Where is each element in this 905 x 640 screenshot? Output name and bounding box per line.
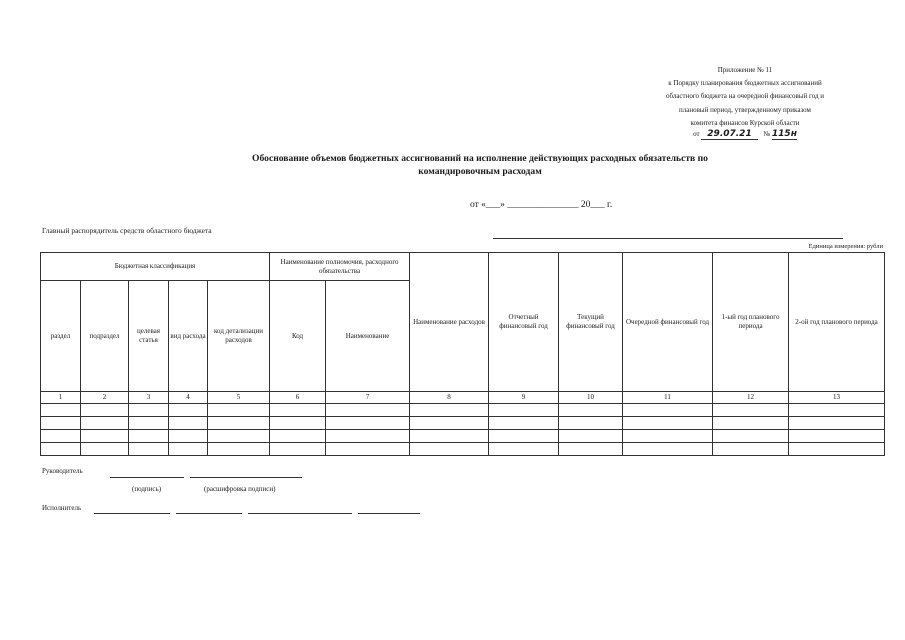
header-subsection: подраздел (81, 281, 129, 392)
appendix-line: Приложение № 11 (717, 66, 773, 74)
header-next-year: Очередной финансовый год (623, 253, 713, 392)
title-line-1: Обоснование объемов бюджетных ассигнований на исполнение действующих расходных обязательств по (252, 153, 708, 164)
document-title (190, 152, 770, 178)
title-line-2: командировочным расходам (418, 166, 542, 177)
head-decryption-line[interactable] (190, 477, 302, 478)
header-detail-code: код детализации расходов (208, 281, 270, 392)
header-report-year: Отчетный финансовый год (489, 253, 559, 392)
executor-line-3[interactable] (248, 513, 352, 514)
header-authority: Наименование полномочия, расходного обязательства (270, 253, 410, 281)
header-expense-type: вид расхода (169, 281, 208, 392)
column-number-row (41, 392, 885, 404)
column-number: 3 (129, 392, 169, 404)
appendix-line: плановый период, утвержденному приказом (679, 105, 811, 114)
header-budget-classification: Бюджетная классификация (41, 253, 270, 281)
appendix-date-line (600, 128, 890, 141)
column-number: 13 (789, 392, 885, 404)
table-row[interactable] (41, 430, 885, 443)
column-number: 4 (169, 392, 208, 404)
column-number: 12 (713, 392, 789, 404)
main-distributor-label: Главный распорядитель средств областного бюджета (42, 226, 212, 235)
table-row[interactable] (41, 404, 885, 417)
column-number: 6 (270, 392, 326, 404)
decryption-caption: (расшифровка подписи) (204, 485, 276, 493)
executor-line-4[interactable] (358, 513, 420, 514)
executor-line-2[interactable] (176, 513, 242, 514)
column-number: 2 (81, 392, 129, 404)
header-plan-year-2: 2-ой год планового периода (789, 253, 885, 392)
executor-label: Исполнитель (42, 504, 82, 512)
head-signature-line[interactable] (110, 477, 184, 478)
header-plan-year-1: 1-ый год планового периода (713, 253, 789, 392)
header-row-1 (41, 253, 885, 281)
table-row[interactable] (41, 417, 885, 430)
number-value: 115н (771, 129, 797, 140)
column-number: 11 (623, 392, 713, 404)
header-current-year: Текущий финансовый год (559, 253, 623, 392)
table-row[interactable] (41, 443, 885, 456)
column-number: 7 (326, 392, 410, 404)
main-distributor-field[interactable] (493, 238, 843, 239)
budget-table (40, 252, 885, 456)
unit-label: Единица измерения: рубли (808, 243, 883, 250)
appendix-line: областного бюджета на очередной финансовый год и (665, 92, 825, 101)
appendix-line: комитета финансов Курской области (690, 118, 800, 127)
header-target-article: целевая статья (129, 281, 169, 392)
column-number: 10 (559, 392, 623, 404)
number-prefix: № (763, 130, 771, 139)
column-number: 9 (489, 392, 559, 404)
column-number: 1 (41, 392, 81, 404)
head-label: Руководитель (42, 467, 83, 475)
header-code: Код (270, 281, 326, 392)
date-prefix: от (693, 130, 700, 139)
column-number: 8 (410, 392, 489, 404)
column-number: 5 (208, 392, 270, 404)
header-expense-name: Наименование расходов (410, 253, 489, 392)
executor-line-1[interactable] (94, 513, 170, 514)
header-section: раздел (41, 281, 81, 392)
header-name: Наименование (326, 281, 410, 392)
appendix-block (600, 64, 890, 141)
date-line: от «___» _______________ 20___ г. (470, 200, 613, 210)
signature-caption: (подпись) (132, 485, 162, 493)
appendix-line: к Порядку планирования бюджетных ассигнований (668, 79, 822, 88)
date-value: 29.07.21 (701, 129, 757, 140)
